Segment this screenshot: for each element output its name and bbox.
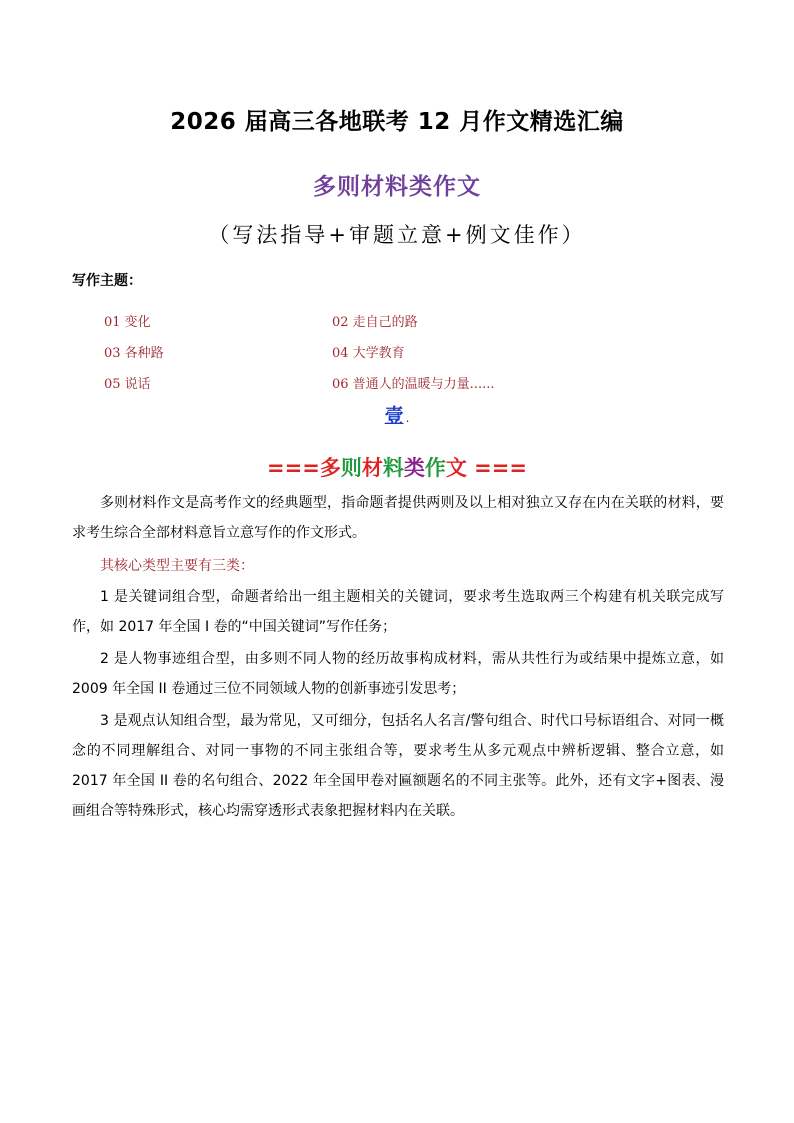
intro-paragraph: 多则材料作文是高考作文的经典题型，指命题者提供两则及以上相对独立又存在内在关联的材料，要求考生综合全部材料意旨立意写作的作文形式。 bbox=[72, 495, 724, 541]
topic-item: 06 普通人的温暖与力量...... bbox=[332, 377, 495, 392]
type-1-paragraph: 1 是关键词组合型，命题者给出一组主题相关的关键词，要求考生选取两三个构建有机关联完成写作，如 2017 年全国 I 卷的“中国关键词”写作任务； bbox=[72, 589, 724, 635]
banner-char: 材 bbox=[361, 456, 383, 480]
section-banner bbox=[0, 452, 794, 482]
document-subtitle: 多则材料类作文 bbox=[313, 174, 481, 200]
topic-item: 05 说话 bbox=[104, 377, 151, 392]
section-number bbox=[0, 401, 794, 428]
banner-char: 作 bbox=[424, 456, 446, 480]
banner-right-marks: === bbox=[466, 456, 527, 480]
topics-label: 写作主题： bbox=[72, 273, 142, 289]
banner-left-marks: === bbox=[267, 456, 320, 480]
section-number-text: 壹 bbox=[384, 405, 404, 427]
document-title: 2026 届高三各地联考 12 月作文精选汇编 bbox=[170, 109, 624, 135]
banner-char: 料 bbox=[382, 456, 404, 480]
banner-char: 文 bbox=[445, 456, 467, 480]
section-number-suffix: . bbox=[405, 411, 410, 425]
topic-item: 03 各种路 bbox=[104, 346, 164, 361]
banner-char: 则 bbox=[340, 456, 362, 480]
type-3-paragraph: 3 是观点认知组合型，最为常见，又可细分，包括名人名言/警句组合、时代口号标语组合、对同一概念的不同理解组合、对同一事物的不同主张组合等，要求考生从多元观点中辨析逻辑、整合立意，如 2017 年全国 II 卷的名句组合、2022 年全国甲卷对匾额题名的不同主张等。此外，还有文字+图表、漫画组合等特殊形式，核心均需穿透形式表象把握材料内在关联。 bbox=[72, 713, 724, 819]
topic-item: 01 变化 bbox=[104, 315, 151, 330]
type-2-paragraph: 2 是人物事迹组合型，由多则不同人物的经历故事构成材料，需从共性行为或结果中提炼立意，如 2009 年全国 II 卷通过三位不同领域人物的创新事迹引发思考； bbox=[72, 651, 724, 697]
topic-item: 04 大学教育 bbox=[332, 346, 405, 361]
topic-item: 02 走自己的路 bbox=[332, 315, 418, 330]
banner-char: 类 bbox=[403, 456, 425, 480]
document-subtitle-note: （写法指导+审题立意+例文佳作） bbox=[208, 223, 586, 247]
banner-char: 多 bbox=[319, 456, 341, 480]
core-types-label: 其核心类型主要有三类： bbox=[100, 558, 254, 574]
